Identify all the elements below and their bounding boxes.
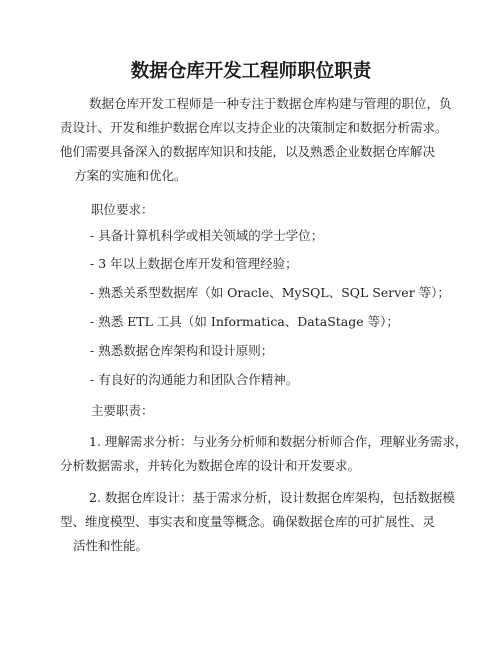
requirements-heading: 职位要求： <box>91 202 154 217</box>
duties-heading: 主要职责： <box>91 403 154 418</box>
intro-line-3: 他们需要具备深入的数据库知识和技能，以及熟悉企业数据仓库解决 <box>60 144 436 159</box>
requirement-item: - 3 年以上数据仓库开发和管理经验； <box>90 256 298 271</box>
intro-line-2: 责设计、开发和维护数据仓库以支持企业的决策制定和数据分析需求。 <box>60 120 448 135</box>
document-title: 数据仓库开发工程师职位职责 <box>130 61 372 82</box>
duty-2-line-2: 型、维度模型、事实表和度量等概念。确保数据仓库的可扩展性、灵 <box>60 514 436 529</box>
requirement-item: - 熟悉数据仓库架构和设计原则； <box>90 343 274 358</box>
requirement-item: - 熟悉 ETL 工具（如 Informatica、DataStage 等）； <box>90 314 399 329</box>
requirement-item: - 有良好的沟通能力和团队合作精神。 <box>90 372 299 387</box>
requirement-item: - 熟悉关系型数据库（如 Oracle、MySQL、SQL Server 等）； <box>90 285 450 300</box>
intro-line-1: 数据仓库开发工程师是一种专注于数据仓库构建与管理的职位，负 <box>89 96 452 111</box>
intro-line-4: 方案的实施和优化。 <box>74 168 187 183</box>
duty-2-line-3: 活性和性能。 <box>73 538 149 553</box>
duty-1-line-1: 1. 理解需求分析：与业务分析师和数据分析师合作，理解业务需求， <box>89 434 468 449</box>
duty-2-line-1: 2. 数据仓库设计：基于需求分析，设计数据仓库架构，包括数据模 <box>89 490 455 505</box>
requirement-item: - 具备计算机科学或相关领域的学士学位； <box>90 228 324 243</box>
duty-1-line-2: 分析数据需求，并转化为数据仓库的设计和开发要求。 <box>60 458 361 473</box>
